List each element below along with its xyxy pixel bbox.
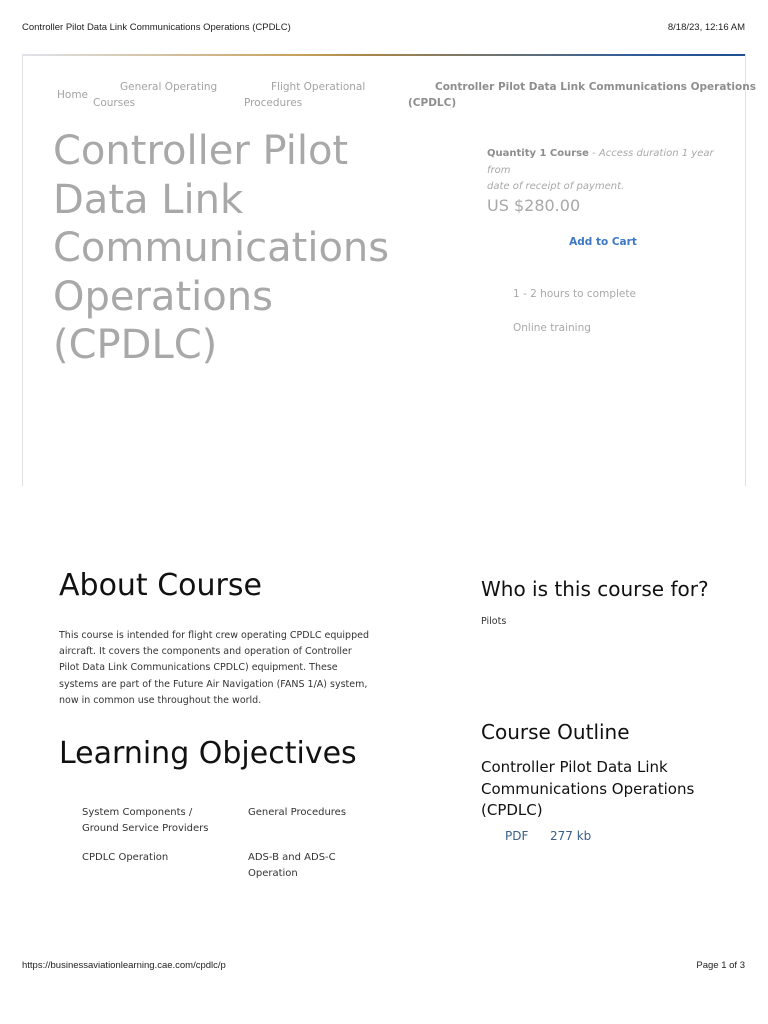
course-duration: 1 - 2 hours to complete xyxy=(513,288,636,300)
objective-line: ADS-B and ADS-C xyxy=(248,852,336,863)
objective-item xyxy=(82,850,168,866)
breadcrumb-label: Procedures xyxy=(244,97,303,109)
about-course-description xyxy=(59,628,389,709)
objective-item xyxy=(82,805,208,836)
audience-heading: Who is this course for? xyxy=(481,577,709,601)
page-title-line: Communications xyxy=(53,225,390,271)
description-line: systems are part of the Future Air Navigation (FANS 1/A) system, xyxy=(59,678,368,690)
breadcrumb-label: Controller Pilot Data Link Communications Operations xyxy=(435,81,756,93)
about-course-heading: About Course xyxy=(59,568,262,603)
course-price: US $280.00 xyxy=(487,196,581,215)
objective-item xyxy=(248,850,336,881)
objective-line: General Procedures xyxy=(248,807,347,818)
print-footer-page-number: Page 1 of 3 xyxy=(696,960,745,971)
description-line: aircraft. It covers the components and operation of Controller xyxy=(59,646,352,658)
learning-objectives-heading: Learning Objectives xyxy=(59,736,357,771)
objective-line: System Components / xyxy=(82,807,193,818)
access-duration-note: - Access duration 1 year from xyxy=(487,148,714,176)
objective-line: Ground Service Providers xyxy=(82,822,209,834)
course-outline-title xyxy=(481,757,731,822)
breadcrumb-label: (CPDLC) xyxy=(408,97,457,109)
description-line: Pilot Data Link Communications CPDLC) equipment. These xyxy=(59,662,338,674)
add-to-cart-button[interactable]: Add to Cart xyxy=(569,236,637,248)
page-title-line: Controller Pilot xyxy=(53,128,349,174)
description-line: now in common use throughout the world. xyxy=(59,694,262,706)
page-title-line: (CPDLC) xyxy=(53,322,218,368)
breadcrumb-label: Courses xyxy=(93,97,136,109)
outline-file-size: 277 kb xyxy=(550,829,592,843)
page-title-line: Operations xyxy=(53,273,273,320)
access-duration-note: date of receipt of payment. xyxy=(487,181,625,192)
objective-item xyxy=(248,805,346,821)
outline-pdf-link[interactable]: PDF xyxy=(505,829,529,843)
page-title xyxy=(53,127,393,370)
page-title-line: Data Link xyxy=(53,176,244,223)
print-header-datetime: 8/18/23, 12:16 AM xyxy=(667,22,745,33)
breadcrumb-label: Flight Operational xyxy=(271,81,366,93)
objective-line: Operation xyxy=(248,867,298,879)
course-outline-heading: Course Outline xyxy=(481,720,630,744)
breadcrumb-label: General Operating xyxy=(120,81,218,93)
outline-title-line: Communications Operations xyxy=(481,779,695,798)
hero-accent-line xyxy=(23,54,745,56)
print-header-title: Controller Pilot Data Link Communications Operations (CPDLC) xyxy=(22,22,291,33)
outline-title-line: Controller Pilot Data Link xyxy=(481,758,668,776)
breadcrumb-home[interactable]: Home xyxy=(57,89,89,101)
course-format: Online training xyxy=(513,322,591,334)
quantity-info xyxy=(487,146,727,196)
objective-line: CPDLC Operation xyxy=(82,852,169,863)
quantity-label: Quantity 1 Course xyxy=(487,148,589,159)
audience-value: Pilots xyxy=(481,616,507,627)
description-line: This course is intended for flight crew operating CPDLC equipped xyxy=(59,630,369,641)
print-footer-url: https://businessaviationlearning.cae.com/cpdlc/p xyxy=(22,960,226,971)
outline-title-line: (CPDLC) xyxy=(481,801,543,819)
